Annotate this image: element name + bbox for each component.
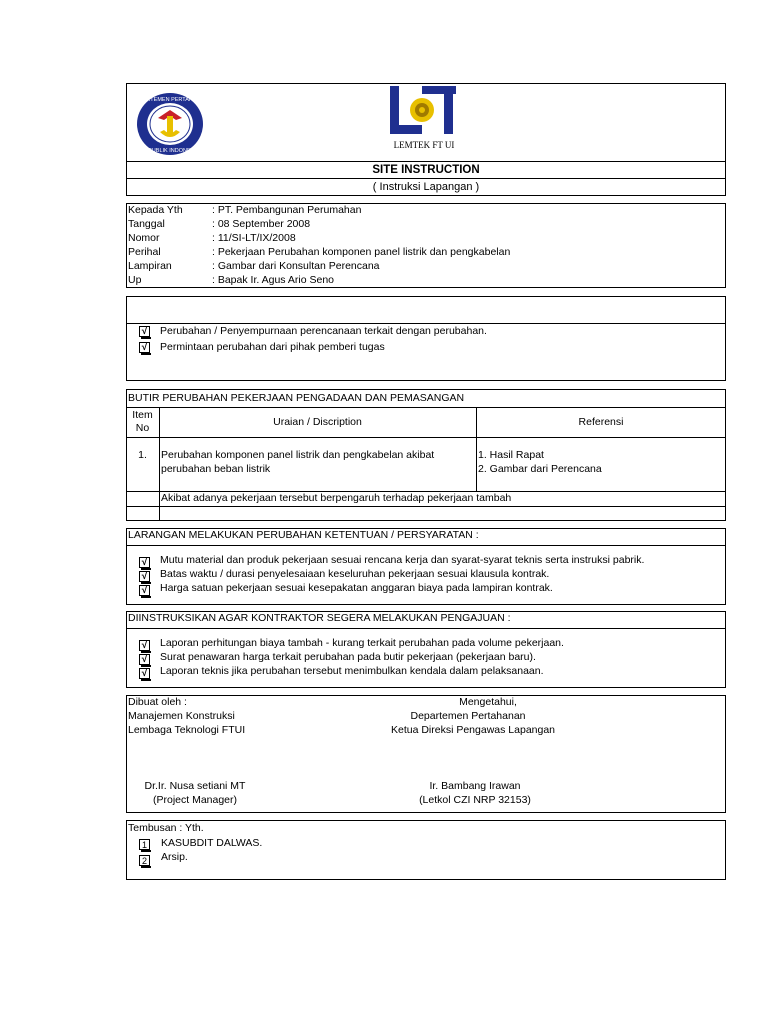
info-value-tanggal: : 08 September 2008	[212, 218, 311, 230]
svg-text:REPUBLIK INDONESIA: REPUBLIK INDONESIA	[140, 148, 200, 154]
checkbox-icon: √	[139, 654, 150, 665]
row-ref-line-1: 1. Hasil Rapat	[478, 449, 544, 461]
cc-title: Tembusan : Yth.	[128, 822, 204, 834]
info-value-lampiran: : Gambar dari Konsultan Perencana	[212, 260, 380, 272]
prohibition-item-3: Harga satuan pekerjaan sesuai kesepakatan anggaran biaya pada lampiran kontrak.	[160, 582, 553, 594]
cc-number-1: 1	[139, 839, 150, 850]
info-value-up: : Bapak Ir. Agus Ario Seno	[212, 274, 334, 286]
section-divider	[126, 545, 726, 546]
checkbox-icon: √	[139, 640, 150, 651]
info-label-perihal: Perihal	[128, 246, 161, 258]
section-divider	[126, 628, 726, 629]
col-header-item: Item	[132, 409, 153, 421]
sig-right-acknowledged: Mengetahui,	[459, 696, 517, 708]
sig-right-name: Ir. Bambang Irawan	[429, 780, 521, 792]
table-line	[126, 506, 726, 507]
svg-text:DEPARTEMEN PERTAHANAN: DEPARTEMEN PERTAHANAN	[131, 97, 209, 103]
header-divider	[126, 161, 726, 162]
row-ref-line-2: 2. Gambar dari Perencana	[478, 463, 602, 475]
checkbox-icon: √	[139, 557, 150, 568]
reasons-box	[126, 296, 726, 381]
cc-box	[126, 820, 726, 880]
table-line	[126, 407, 726, 408]
work-table-title: BUTIR PERUBAHAN PEKERJAAN PENGADAAN DAN PEMASANGAN	[128, 392, 465, 404]
checkbox-icon: √	[139, 571, 150, 582]
row-desc-line-2: perubahan beban listrik	[161, 463, 271, 475]
lemtek-caption: LEMTEK FT UI	[393, 140, 455, 150]
page-title: SITE INSTRUCTION	[372, 164, 480, 176]
instruction-item-2: Surat penawaran harga terkait perubahan pada butir pekerjaan (pekerjaan baru).	[160, 651, 536, 663]
sig-left-role: (Project Manager)	[152, 794, 238, 806]
sig-left-org-1: Manajemen Konstruksi	[128, 710, 235, 722]
info-value-perihal: : Pekerjaan Perubahan komponen panel listrik dan pengkabelan	[212, 246, 511, 258]
cc-item-2: Arsip.	[161, 851, 188, 863]
sig-left-org-2: Lembaga Teknologi FTUI	[128, 724, 246, 736]
reasons-divider	[126, 323, 726, 324]
checkbox-icon: √	[139, 585, 150, 596]
row-desc-line-1: Perubahan komponen panel listrik dan pengkabelan akibat	[161, 449, 435, 461]
col-header-no: No	[135, 422, 150, 434]
row-no: 1.	[138, 449, 147, 461]
info-value-nomor: : 11/SI-LT/IX/2008	[212, 232, 296, 244]
page-subtitle: ( Instruksi Lapangan )	[372, 181, 480, 193]
info-label-lampiran: Lampiran	[128, 260, 172, 272]
sig-right-org-1: Departemen Pertahanan	[410, 710, 526, 722]
reason-item-2: Permintaan perubahan dari pihak pemberi tugas	[160, 341, 385, 353]
lemtek-logo	[388, 84, 458, 136]
col-header-ref: Referensi	[578, 416, 624, 428]
cc-number-2: 2	[139, 855, 150, 866]
info-label-nomor: Nomor	[128, 232, 160, 244]
checkbox-icon: √	[139, 342, 150, 353]
header-divider-2	[126, 178, 726, 179]
info-value-kepada: : PT. Pembangunan Perumahan	[212, 204, 362, 216]
sig-right-org-2: Ketua Direksi Pengawas Lapangan	[390, 724, 556, 736]
prohibition-item-2: Batas waktu / durasi penyelesaiaan keseluruhan pekerjaan sesuai klausula kontrak.	[160, 568, 550, 580]
instruction-item-1: Laporan perhitungan biaya tambah - kurang terkait perubahan pada volume pekerjaan.	[160, 637, 564, 649]
checkbox-icon: √	[139, 668, 150, 679]
col-header-desc: Uraian / Discription	[273, 416, 362, 428]
sig-right-role: (Letkol CZI NRP 32153)	[419, 794, 531, 806]
sig-left-name: Dr.Ir. Nusa setiani MT	[144, 780, 246, 792]
info-label-kepada: Kepada Yth	[128, 204, 183, 216]
row-note: Akibat adanya pekerjaan tersebut berpengaruh terhadap pekerjaan tambah	[161, 492, 512, 504]
sig-left-made-by: Dibuat oleh :	[128, 696, 187, 708]
instruction-item-3: Laporan teknis jika perubahan tersebut menimbulkan kendala dalam pelaksanaan.	[160, 665, 544, 677]
checkbox-icon: √	[139, 326, 150, 337]
info-label-tanggal: Tanggal	[128, 218, 165, 230]
prohibition-item-1: Mutu material dan produk pekerjaan sesuai rencana kerja dan syarat-syarat teknis serta instruksi pabrik.	[160, 554, 645, 566]
table-line	[126, 437, 726, 438]
cc-item-1: KASUBDIT DALWAS.	[161, 837, 263, 849]
instructions-title: DIINSTRUKSIKAN AGAR KONTRAKTOR SEGERA MELAKUKAN PENGAJUAN :	[128, 612, 511, 624]
prohibitions-title: LARANGAN MELAKUKAN PERUBAHAN KETENTUAN / PERSYARATAN :	[128, 529, 479, 541]
ministry-logo	[131, 92, 209, 156]
reason-item-1: Perubahan / Penyempurnaan perencanaan terkait dengan perubahan.	[160, 325, 487, 337]
info-label-up: Up	[128, 274, 142, 286]
